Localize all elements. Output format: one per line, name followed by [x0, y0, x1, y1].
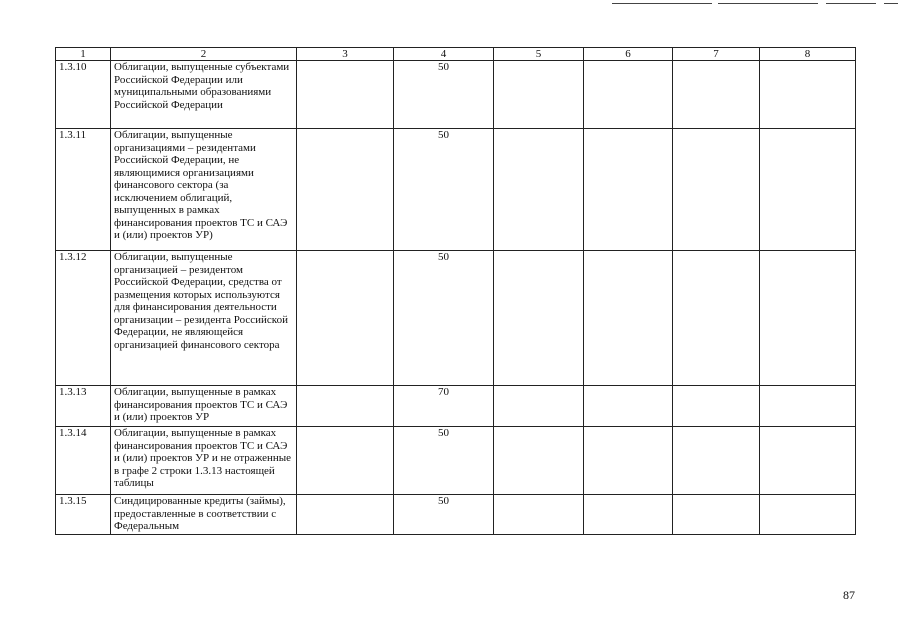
- cell-empty: [760, 129, 856, 251]
- header-row: [56, 48, 856, 61]
- cell-empty: [584, 386, 673, 427]
- cell-empty: [494, 129, 584, 251]
- cell-empty: [494, 427, 584, 495]
- header-cell-3: 3: [297, 48, 394, 61]
- row-name: Синдицированные кредиты (займы), предоставленные в соответствии с Федеральным: [111, 495, 297, 535]
- cell-empty: [760, 61, 856, 129]
- cell-empty: [297, 386, 394, 427]
- row-name: Облигации, выпущенные в рамках финансирования проектов ТС и САЭ и (или) проектов УР и не отраженные в графе 2 строки 1.3.13 настоящей таблицы: [111, 427, 297, 495]
- cell-empty: [673, 386, 760, 427]
- cell-empty: [584, 129, 673, 251]
- row-name: Облигации, выпущенные организацией – резидентом Российской Федерации, средства от размещения которых используются для финансирования деятельности организации – резидента Российской Федерации, не являющейся организацией финансового сектора: [111, 251, 297, 386]
- row-code: 1.3.13: [56, 386, 111, 427]
- cell-empty: [297, 495, 394, 535]
- cell-empty: [584, 495, 673, 535]
- header-cell-2: 2: [111, 48, 297, 61]
- cell-empty: [760, 427, 856, 495]
- top-rule-1: [612, 3, 712, 4]
- row-code: 1.3.12: [56, 251, 111, 386]
- cell-empty: [494, 386, 584, 427]
- table-row: [56, 129, 856, 251]
- cell-empty: [494, 251, 584, 386]
- row-value: 50: [394, 427, 494, 495]
- cell-empty: [760, 251, 856, 386]
- cell-empty: [584, 61, 673, 129]
- data-table: [55, 47, 856, 535]
- header-cell-4: 4: [394, 48, 494, 61]
- cell-empty: [673, 427, 760, 495]
- cell-empty: [760, 386, 856, 427]
- row-code: 1.3.14: [56, 427, 111, 495]
- table-row: [56, 61, 856, 129]
- cell-empty: [673, 495, 760, 535]
- row-code: 1.3.11: [56, 129, 111, 251]
- row-name: Облигации, выпущенные в рамках финансирования проектов ТС и САЭ и (или) проектов УР: [111, 386, 297, 427]
- row-value: 70: [394, 386, 494, 427]
- header-cell-5: 5: [494, 48, 584, 61]
- page-number: 87: [843, 588, 855, 602]
- header-cell-7: 7: [673, 48, 760, 61]
- cell-empty: [673, 129, 760, 251]
- table-row: [56, 427, 856, 495]
- cell-empty: [297, 427, 394, 495]
- row-code: 1.3.15: [56, 495, 111, 535]
- row-name: Облигации, выпущенные субъектами Российской Федерации или муниципальными образованиями Российской Федерации: [111, 61, 297, 129]
- row-value: 50: [394, 61, 494, 129]
- row-value: 50: [394, 129, 494, 251]
- cell-empty: [760, 495, 856, 535]
- top-rule-3: [826, 3, 876, 4]
- top-rule-2: [718, 3, 818, 4]
- table-row: [56, 251, 856, 386]
- cell-empty: [494, 61, 584, 129]
- header-cell-8: 8: [760, 48, 856, 61]
- cell-empty: [584, 251, 673, 386]
- cell-empty: [494, 495, 584, 535]
- header-cell-1: 1: [56, 48, 111, 61]
- cell-empty: [297, 61, 394, 129]
- cell-empty: [297, 129, 394, 251]
- top-rule-4: [884, 3, 898, 4]
- table-row: [56, 386, 856, 427]
- cell-empty: [673, 61, 760, 129]
- header-cell-6: 6: [584, 48, 673, 61]
- cell-empty: [297, 251, 394, 386]
- cell-empty: [673, 251, 760, 386]
- table-row: [56, 495, 856, 535]
- cell-empty: [584, 427, 673, 495]
- row-value: 50: [394, 495, 494, 535]
- row-name: Облигации, выпущенные организациями – резидентами Российской Федерации, не являющимися организациями финансового сектора (за исключением облигаций, выпущенных в рамках финансирования проектов ТС и САЭ и (или) проектов УР): [111, 129, 297, 251]
- row-value: 50: [394, 251, 494, 386]
- row-code: 1.3.10: [56, 61, 111, 129]
